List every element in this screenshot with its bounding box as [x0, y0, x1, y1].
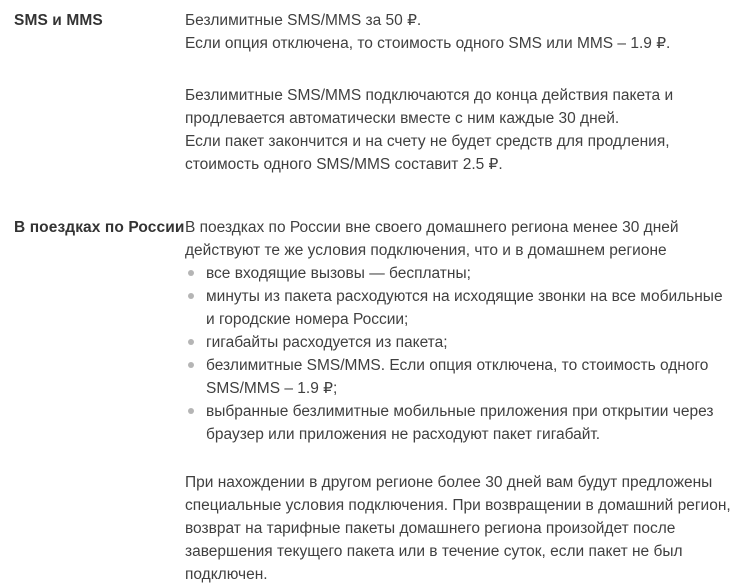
bullet-item: [185, 354, 731, 400]
bullet-dot-icon: [188, 270, 194, 276]
bullet-item-text: все входящие вызовы — бесплатны;: [206, 265, 471, 282]
bullet-item-text: минуты из пакета расходуются на исходящие звонки на все мобильные и городские номера России;: [206, 288, 723, 328]
section-content-travel-russia: [185, 216, 731, 586]
paragraph: [185, 471, 731, 586]
bullet-item-text: гигабайты расходуется из пакета;: [206, 334, 448, 351]
bullet-item: [185, 285, 731, 331]
bullet-item-text: безлимитные SMS/MMS. Если опция отключена, то стоимость одного SMS/MMS – 1.9 ₽;: [206, 357, 709, 397]
paragraph: [185, 84, 731, 176]
bullet-item: [185, 400, 731, 446]
paragraph-line: Если опция отключена, то стоимость одного SMS или MMS – 1.9 ₽.: [185, 35, 671, 52]
bullet-dot-icon: [188, 408, 194, 414]
bullet-list: [185, 262, 731, 446]
bullet-item: [185, 331, 731, 354]
section-content-sms-mms: [185, 9, 731, 176]
paragraph: [185, 9, 731, 55]
paragraph-line: Безлимитные SMS/MMS за 50 ₽.: [185, 12, 422, 29]
section-sms-mms: [14, 9, 731, 176]
paragraph-line: Если пакет закончится и на счету не будет средств для продления, стоимость одного SMS/MMS составит 2.5 ₽.: [185, 133, 670, 173]
bullet-item-text: выбранные безлимитные мобильные приложения при открытии через браузер или приложения не расходуют пакет гигабайт.: [206, 403, 714, 443]
section-label-travel-russia: В поездках по России: [14, 219, 185, 236]
bullet-dot-icon: [188, 293, 194, 299]
bullet-dot-icon: [188, 362, 194, 368]
paragraph-line: Безлимитные SMS/MMS подключаются до конца действия пакета и продлевается автоматически вместе с ним каждые 30 дней.: [185, 87, 674, 127]
bullet-item: [185, 262, 731, 285]
bullet-dot-icon: [188, 339, 194, 345]
paragraph-line: При нахождении в другом регионе более 30 дней вам будут предложены специальные условия подключения. При возвращении в домашний регион, возврат на тарифные пакеты домашнего региона произойдет после завершения текущего пакета или в течение суток, если пакет не был подключен.: [185, 474, 731, 583]
paragraph: [185, 216, 731, 262]
section-travel-russia: [14, 216, 731, 586]
paragraph-line: В поездках по России вне своего домашнего региона менее 30 дней действуют те же условия подключения, что и в домашнем регионе: [185, 219, 679, 259]
section-label-sms-mms: SMS и MMS: [14, 12, 103, 29]
